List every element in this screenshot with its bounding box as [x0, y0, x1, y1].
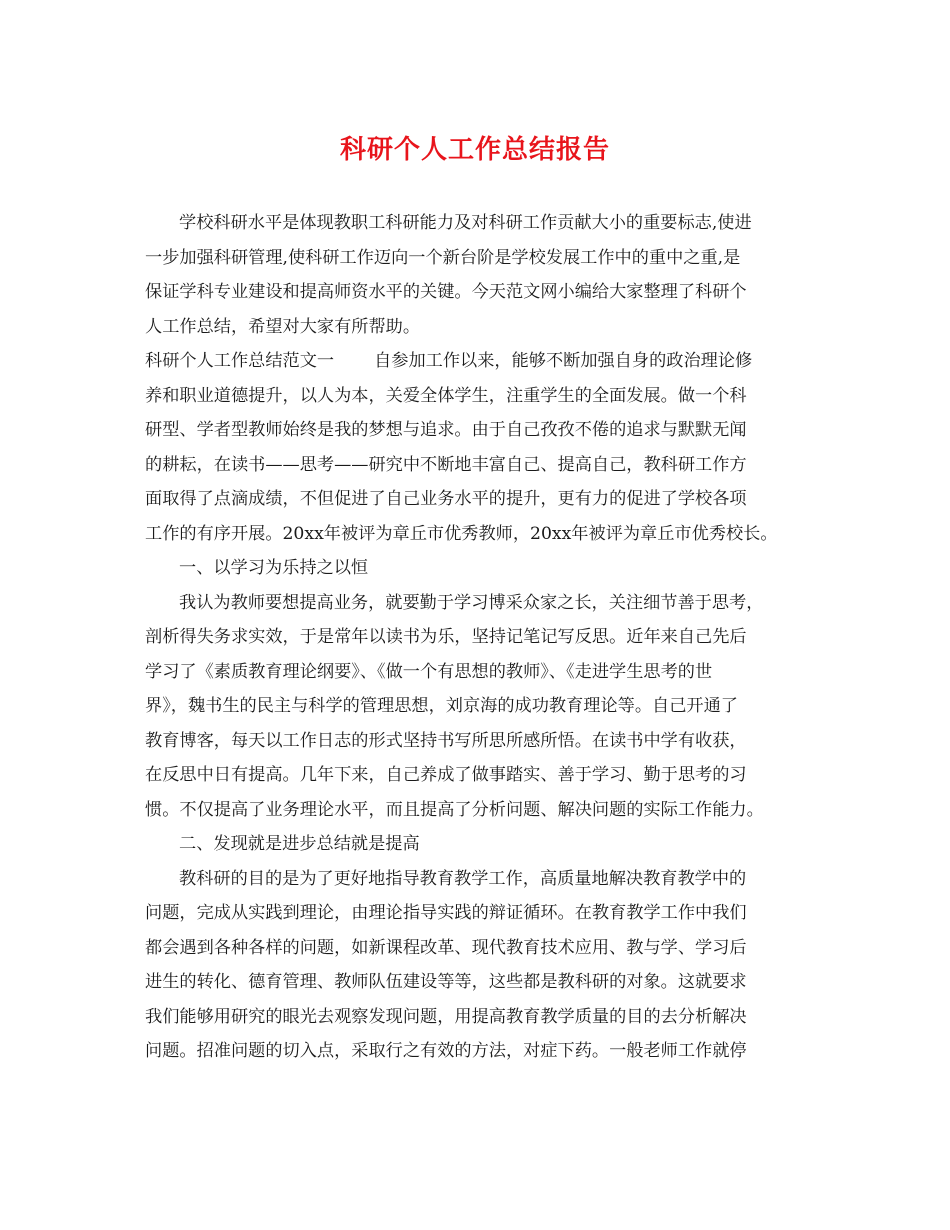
text-line	[145, 724, 805, 759]
text-line	[145, 551, 805, 586]
text-line-continuation: 自参加工作以来，能够不断加强自身的政治理论修	[374, 351, 753, 371]
text-line	[145, 689, 805, 724]
text-line	[145, 896, 805, 931]
text-line-content: 问题。招准问题的切入点，采取行之有效的方法，对症下药。一般老师工作就停	[145, 1041, 747, 1061]
text-line	[145, 965, 805, 1000]
text-line-content: 的耕耘，在读书——思考——研究中不断地丰富自己、提高自己，教科研工作方	[145, 454, 747, 475]
text-line-content: 人工作总结，希望对大家有所帮助。	[145, 316, 421, 337]
text-line-content: 面取得了点滴成绩，不但促进了自己业务水平的提升，更有力的促进了学校各项	[145, 489, 747, 509]
text-line-content: 研型、学者型教师始终是我的梦想与追求。由于自己孜孜不倦的追求与默默无闻	[145, 420, 747, 440]
document-title: 科研个人工作总结报告	[339, 135, 610, 165]
text-line-content: 科研个人工作总结范文一	[145, 351, 335, 371]
text-line	[145, 586, 805, 621]
text-line	[145, 655, 805, 690]
text-line-content: 教育博客，每天以工作日志的形式坚持书写所思所感所悟。在读书中学有收获，	[145, 730, 747, 751]
text-line-content: 学校科研水平是体现教职工科研能力及对科研工作贡献大小的重要标志,使进	[179, 213, 752, 233]
text-line	[145, 827, 805, 862]
text-line	[145, 1000, 805, 1035]
text-line-content: 在反思中日有提高。几年下来，自己养成了做事踏实、善于学习、勤于思考的习	[145, 765, 747, 785]
text-line-content: 一步加强科研管理,使科研工作迈向一个新台阶是学校发展工作中的重中之重,是	[145, 247, 741, 268]
text-line	[145, 931, 805, 966]
text-line-content: 进生的转化、德育管理、教师队伍建设等等，这些都是教科研的对象。这就要求	[145, 972, 747, 992]
text-line-content: 问题，完成从实践到理论，由理论指导实践的辩证循环。在教育教学工作中我们	[145, 903, 747, 923]
text-line	[145, 344, 805, 379]
text-line	[145, 241, 805, 276]
text-line	[145, 517, 805, 552]
text-line	[145, 206, 805, 241]
text-line-content: 我们能够用研究的眼光去观察发现问题，用提高教育教学质量的目的去分析解决	[145, 1006, 747, 1027]
text-line	[145, 379, 805, 414]
text-line-content: 工作的有序开展。20xx年被评为章丘市优秀教师，20xx年被评为章丘市优秀校长。	[145, 523, 778, 544]
text-line	[145, 448, 805, 483]
text-line-content: 界》，魏书生的民主与科学的管理思想，刘京海的成功教育理论等。自己开通了	[145, 696, 738, 716]
text-line-content: 二、发现就是进步总结就是提高	[179, 834, 420, 854]
text-line	[145, 758, 805, 793]
text-line	[145, 482, 805, 517]
document-body	[145, 206, 805, 1069]
text-line-content: 养和职业道德提升，以人为本，关爱全体学生，注重学生的全面发展。做一个科	[145, 385, 747, 406]
text-line-content: 学习了《素质教育理论纲要》、《做一个有思想的教师》、《走进学生思考的世	[145, 661, 713, 682]
text-line	[145, 310, 805, 345]
text-line	[145, 413, 805, 448]
text-line-content: 我认为教师要想提高业务，就要勤于学习博采众家之长，关注细节善于思考，	[179, 592, 764, 613]
text-line	[145, 862, 805, 897]
text-line	[145, 793, 805, 828]
text-line	[145, 1034, 805, 1069]
text-line-content: 剖析得失务求实效，于是常年以读书为乐，坚持记笔记写反思。近年来自己先后	[145, 627, 747, 647]
text-line-content: 保证学科专业建设和提高师资水平的关键。今天范文网小编给大家整理了科研个	[145, 282, 747, 302]
text-line-content: 惯。不仅提高了业务理论水平，而且提高了分析问题、解决问题的实际工作能力。	[145, 799, 764, 820]
text-line-content: 都会遇到各种各样的问题，如新课程改革、现代教育技术应用、教与学、学习后	[145, 937, 747, 958]
text-line-content: 一、以学习为乐持之以恒	[179, 558, 369, 578]
text-line	[145, 620, 805, 655]
text-line	[145, 275, 805, 310]
text-line-content: 教科研的目的是为了更好地指导教育教学工作，高质量地解决教育教学中的	[179, 868, 747, 889]
